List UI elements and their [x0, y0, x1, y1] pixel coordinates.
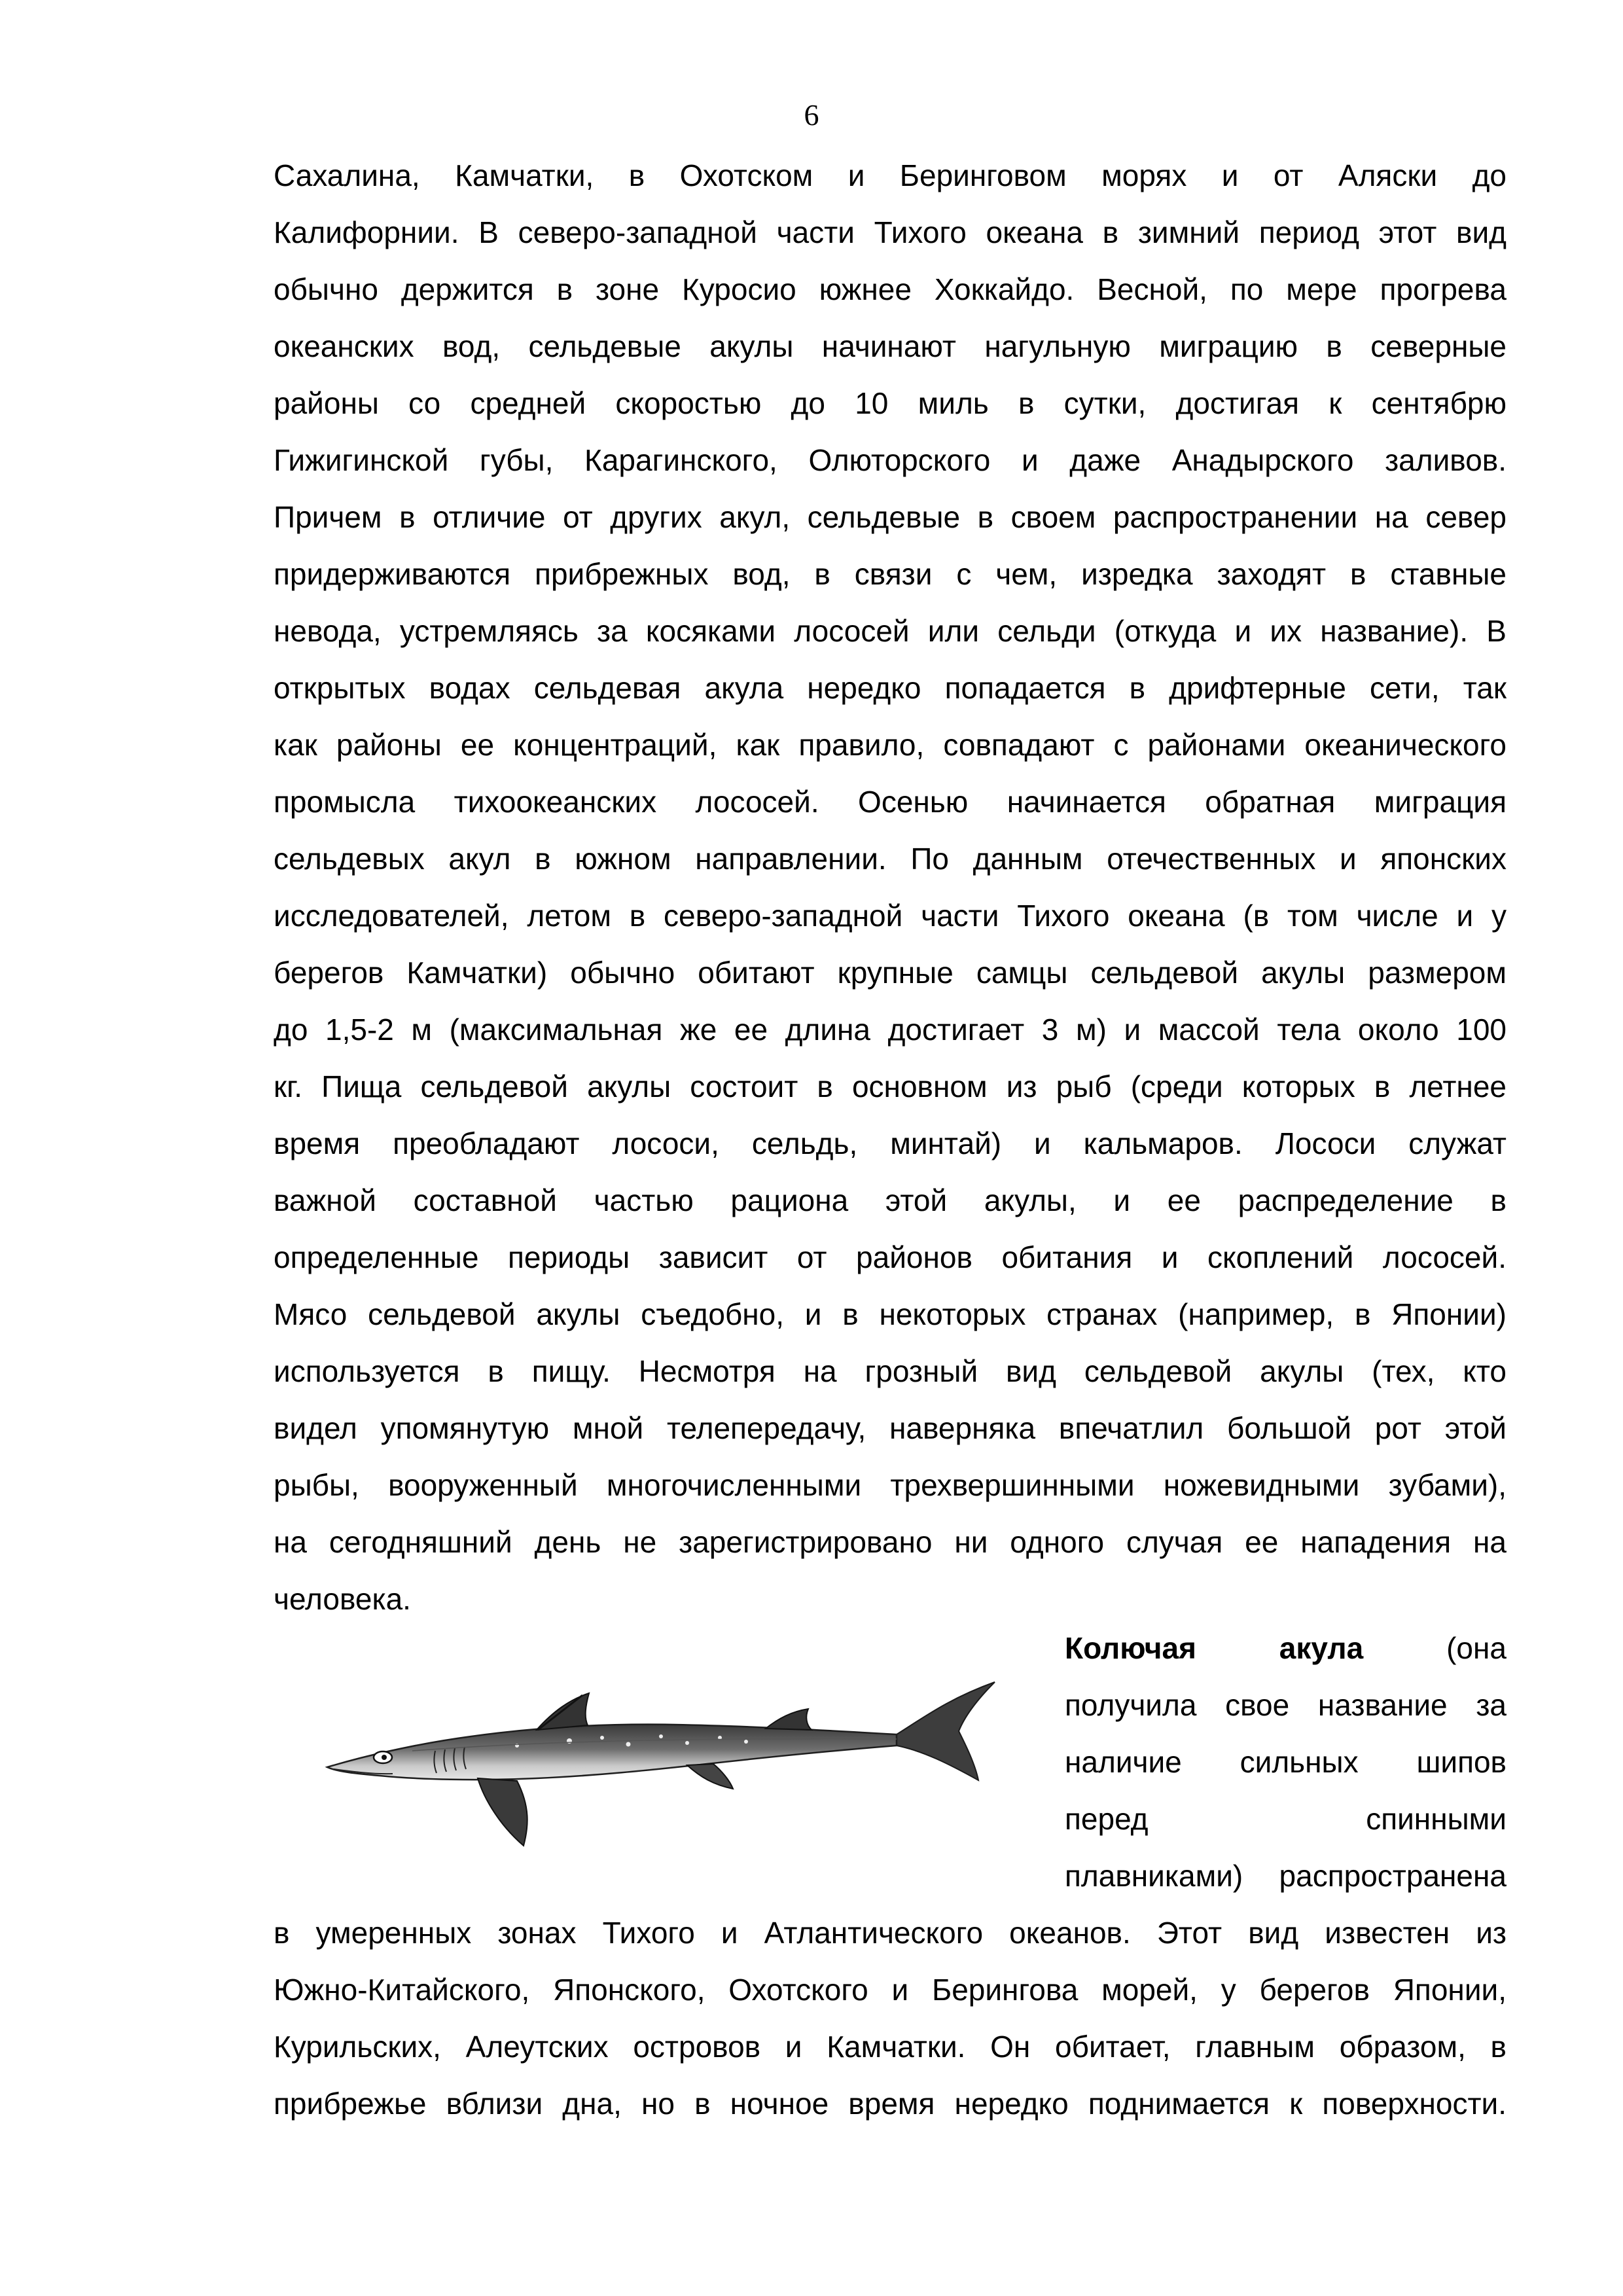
text-line: плавниками) распространена — [1065, 1859, 1507, 1893]
text-line: Мясо сельдевой акулы съедобно, и в некоторых странах (например, в Японии) — [274, 1297, 1507, 1331]
text-line: исследователей, летом в северо-западной части Тихого океана (в том числе и у — [274, 899, 1507, 933]
caudal-fin — [897, 1682, 995, 1780]
text-line: используется в пищу. Несмотря на грозный вид сельдевой акулы (тех, кто — [274, 1354, 1507, 1388]
text-line: на сегодняшний день не зарегистрировано ни одного случая ее нападения на — [274, 1525, 1507, 1559]
text-line: до 1,5-2 м (максимальная же ее длина достигает 3 м) и массой тела около 100 — [274, 1013, 1507, 1047]
text-line: определенные периоды зависит от районов обитания и скоплений лососей. — [274, 1240, 1507, 1274]
text-line: в умеренных зонах Тихого и Атлантического океанов. Этот вид известен из — [274, 1916, 1507, 1950]
text-line: промысла тихоокеанских лососей. Осенью начинается обратная миграция — [274, 785, 1507, 819]
text-line: время преобладают лососи, сельдь, минтай) и кальмаров. Лососи служат — [274, 1126, 1507, 1160]
text-line: Причем в отличие от других акул, сельдевые в своем распространении на север — [274, 500, 1507, 534]
text-line: обычно держится в зоне Куросио южнее Хоккайдо. Весной, по мере прогрева — [274, 272, 1507, 306]
text-line: Гижигинской губы, Карагинского, Олюторского и даже Анадырского заливов. — [274, 443, 1507, 477]
spiny-dogfish-illustration — [321, 1659, 1014, 1856]
text-line: человека. — [274, 1582, 411, 1616]
pectoral-fin — [478, 1778, 527, 1846]
paragraph-sharks-herring — [274, 147, 1507, 1628]
text-fragment: (она — [1446, 1631, 1507, 1665]
text-line: наличие сильных шипов — [1065, 1745, 1507, 1779]
text-line: прибрежье вблизи дна, но в ночное время нередко поднимается к поверхности. — [274, 2087, 1507, 2121]
pelvic-fin — [687, 1764, 733, 1789]
text-line: придерживаются прибрежных вод, в связи с чем, изредка заходят в ставные — [274, 557, 1507, 591]
text-line: как районы ее концентраций, как правило, совпадают с районами океанического — [274, 728, 1507, 762]
text-line: районы со средней скоростью до 10 миль в сутки, достигая к сентябрю — [274, 386, 1507, 420]
text-line: океанских вод, сельдевые акулы начинают нагульную миграцию в северные — [274, 329, 1507, 363]
text-line: рыбы, вооруженный многочисленными трехвершинными ножевидными зубами), — [274, 1468, 1507, 1502]
paragraph-spiny-dogfish — [274, 1905, 1507, 2132]
text-line: берегов Камчатки) обычно обитают крупные самцы сельдевой акулы размером — [274, 956, 1507, 990]
text-line — [1065, 1620, 1507, 1677]
text-line: Калифорнии. В северо-западной части Тихого океана в зимний период этот вид — [274, 215, 1507, 249]
text-line: кг. Пища сельдевой акулы состоит в основном из рыб (среди которых в летнее — [274, 1069, 1507, 1103]
text-line: невода, устремляясь за косяками лососей или сельди (откуда и их название). В — [274, 614, 1507, 648]
text-line: Южно-Китайского, Японского, Охотского и Берингова морей, у берегов Японии, — [274, 1973, 1507, 2007]
page-number: 6 — [804, 98, 819, 132]
text-line: Сахалина, Камчатки, в Охотском и Беринговом морях и от Аляски до — [274, 158, 1507, 192]
text-line: видел упомянутую мной телепередачу, наверняка впечатлил большой рот этой — [274, 1411, 1507, 1445]
species-term: Колючая акула — [1065, 1631, 1364, 1665]
text-line: перед спинными — [1065, 1802, 1507, 1836]
text-line: сельдевых акул в южном направлении. По данным отечественных и японских — [274, 842, 1507, 876]
text-line: важной составной частью рациона этой акулы, и ее распределение в — [274, 1183, 1507, 1217]
text-line: открытых водах сельдевая акула нередко попадается в дрифтерные сети, так — [274, 671, 1507, 705]
spiny-dogfish-intro — [1065, 1620, 1507, 1905]
text-line: получила свое название за — [1065, 1688, 1507, 1722]
second-dorsal-fin — [766, 1709, 812, 1730]
text-line: Курильских, Алеутских островов и Камчатки. Он обитает, главным образом, в — [274, 2030, 1507, 2064]
fish-body — [327, 1725, 897, 1780]
